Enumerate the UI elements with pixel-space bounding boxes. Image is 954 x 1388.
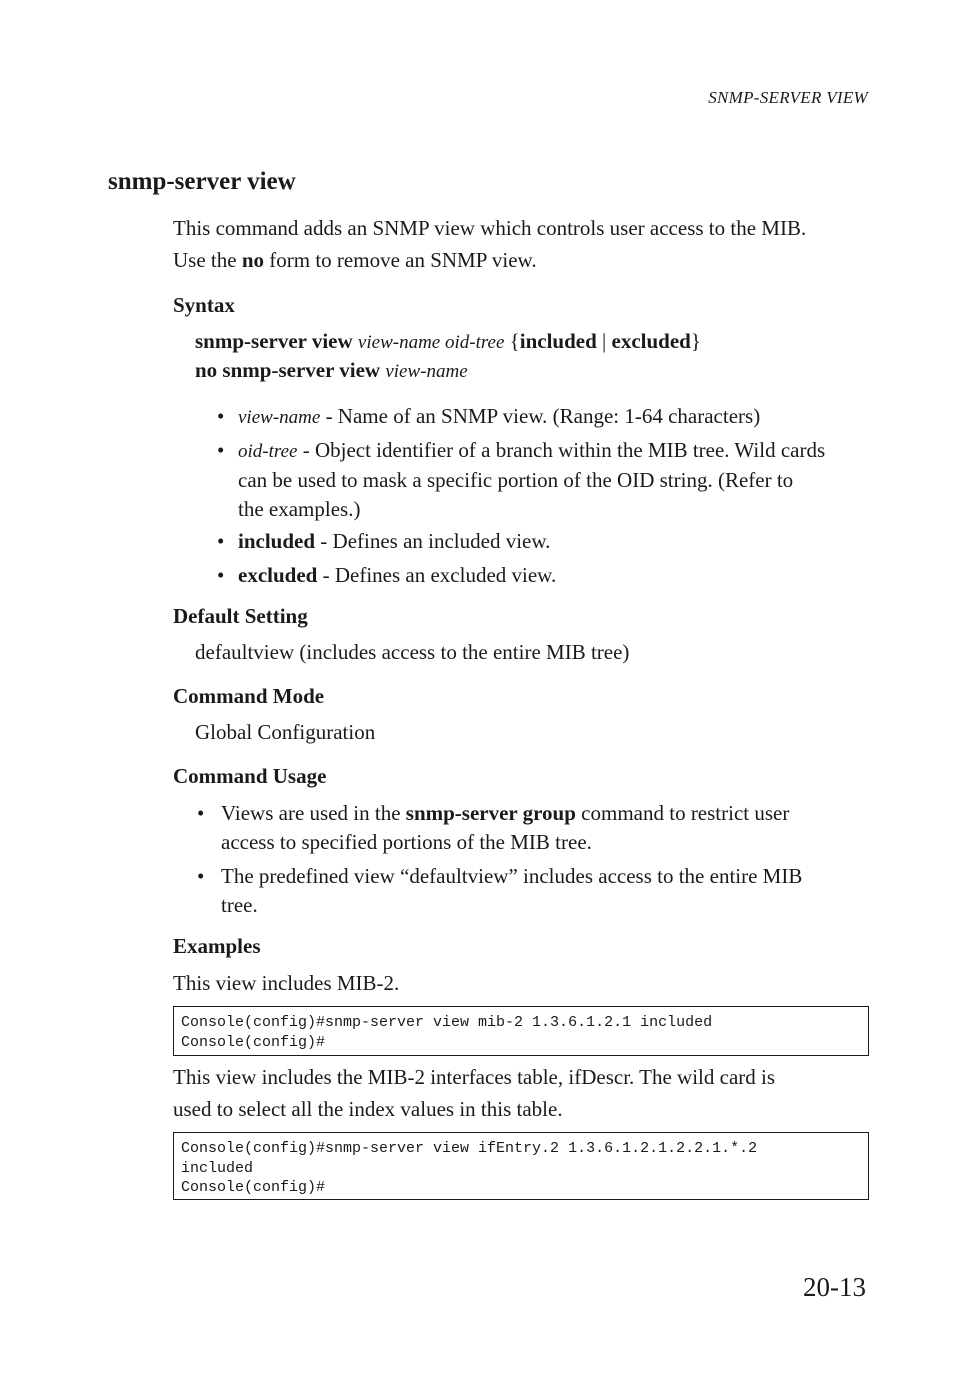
syntax-line-2 xyxy=(195,358,468,383)
default-setting-text: defaultview (includes access to the entire MIB tree) xyxy=(195,640,630,664)
page-number: 20-13 xyxy=(803,1272,866,1302)
example-2-line-1: This view includes the MIB-2 interfaces table, ifDescr. The wild card is xyxy=(173,1065,776,1089)
usage-item-2 xyxy=(197,862,877,922)
example-2-text xyxy=(173,1062,873,1125)
param-desc: - Name of an SNMP view. (Range: 1-64 characters) xyxy=(320,404,761,428)
param-desc: - Object identifier of a branch within the MIB tree. Wild cards xyxy=(297,438,826,462)
syntax-command: snmp-server view xyxy=(195,329,353,353)
brace-open: { xyxy=(509,329,520,353)
code-line: Console(config)# xyxy=(181,1179,326,1196)
syntax-line-1 xyxy=(195,329,701,354)
param-oid-tree xyxy=(217,436,877,526)
command-mode-heading: Command Mode xyxy=(173,684,325,708)
param-term: view-name xyxy=(238,407,321,428)
bullet-icon: • xyxy=(217,563,225,587)
param-term: oid-tree xyxy=(238,441,298,462)
syntax-no-command: no snmp-server view xyxy=(195,358,381,382)
default-setting-heading: Default Setting xyxy=(173,604,308,628)
usage-text-cont: tree. xyxy=(221,893,258,917)
intro-line-1: This command adds an SNMP view which controls user access to the MIB. xyxy=(173,216,807,240)
command-usage-heading: Command Usage xyxy=(173,764,327,788)
code-line: included xyxy=(181,1159,254,1177)
running-head: SNMP-SERVER VIEW xyxy=(708,88,868,107)
param-term: excluded xyxy=(238,563,318,587)
example-1-text: This view includes MIB-2. xyxy=(173,971,400,995)
bullet-icon: • xyxy=(217,438,225,462)
syntax-params: view-name oid-tree xyxy=(357,332,505,353)
param-desc: - Defines an included view. xyxy=(315,529,551,553)
page-title: snmp-server view xyxy=(108,168,296,195)
bullet-icon: • xyxy=(217,529,225,553)
param-term: included xyxy=(238,529,316,553)
param-desc-cont: the examples.) xyxy=(238,497,361,521)
intro-paragraph xyxy=(173,213,873,276)
usage-item-1 xyxy=(197,799,877,859)
param-desc-cont: can be used to mask a specific portion of the OID string. (Refer to xyxy=(238,468,794,492)
usage-command: snmp-server group xyxy=(405,801,576,825)
code-block-1 xyxy=(173,1006,869,1056)
usage-text-end: command to restrict user xyxy=(575,801,790,825)
bullet-icon: • xyxy=(217,404,225,428)
param-desc: - Defines an excluded view. xyxy=(317,563,557,587)
code-block-2 xyxy=(173,1132,869,1200)
intro-text-end: form to remove an SNMP view. xyxy=(264,247,537,272)
brace-close: } xyxy=(690,329,701,353)
command-mode-text: Global Configuration xyxy=(195,720,376,744)
syntax-heading: Syntax xyxy=(173,293,235,317)
syntax-separator: | xyxy=(602,329,607,353)
intro-no-keyword: no xyxy=(241,247,265,272)
usage-text: The predefined view “defaultview” includes access to the entire MIB xyxy=(221,864,803,888)
syntax-no-param: view-name xyxy=(385,361,468,382)
usage-text: Views are used in the xyxy=(221,801,406,825)
bullet-icon: • xyxy=(197,801,205,825)
example-2-line-2: used to select all the index values in this table. xyxy=(173,1096,563,1121)
syntax-opt-excluded: excluded xyxy=(611,329,691,353)
examples-heading: Examples xyxy=(173,934,261,958)
code-line: Console(config)#snmp-server view mib-2 1.3.6.1.2.1 included xyxy=(181,1014,713,1031)
usage-text-cont: access to specified portions of the MIB tree. xyxy=(221,830,592,854)
syntax-opt-included: included xyxy=(519,329,597,353)
code-line: Console(config)#snmp-server view ifEntry.2 1.3.6.1.2.1.2.2.1.*.2 xyxy=(181,1140,758,1157)
bullet-icon: • xyxy=(197,864,205,888)
intro-text: Use the xyxy=(173,247,242,272)
intro-line-2 xyxy=(173,245,873,277)
code-line: Console(config)# xyxy=(181,1033,326,1051)
